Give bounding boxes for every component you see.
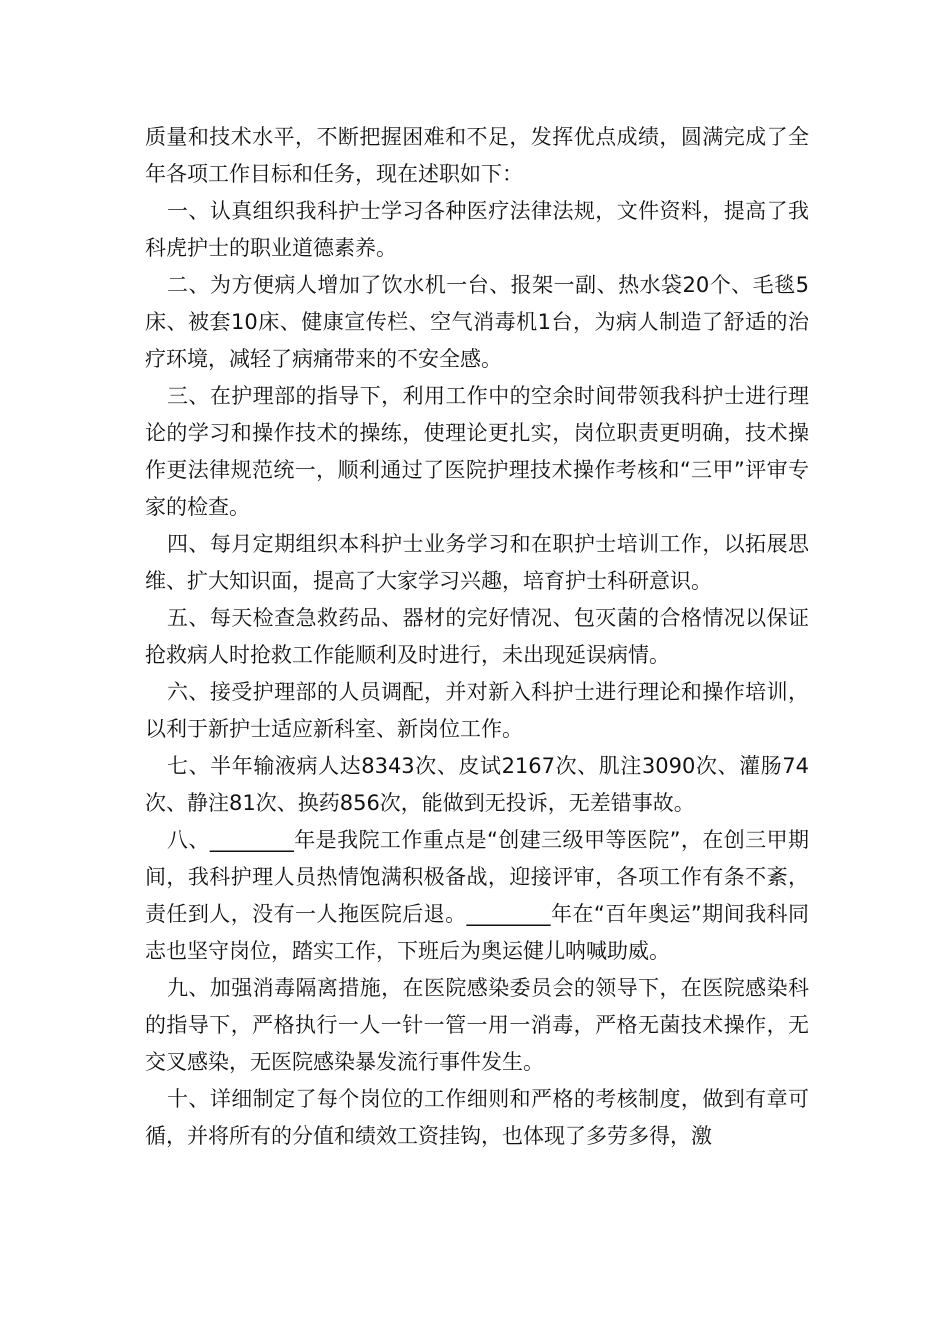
paragraph-item-9: 九、加强消毒隔离措施，在医院感染委员会的领导下，在医院感染科的指导下，严格执行一人一针一管一用一消毒，严格无菌技术操作，无交叉感染，无医院感染暴发流行事件发生。 <box>145 976 809 1074</box>
document-body <box>145 119 809 1155</box>
paragraph-item-6: 六、接受护理部的人员调配，并对新入科护士进行理论和操作培训，以利于新护士适应新科室、新岗位工作。 <box>145 680 809 741</box>
paragraph-item-3: 三、在护理部的指导下，利用工作中的空余时间带领我科护士进行理论的学习和操作技术的操练，使理论更扎实，岗位职责更明确，技术操作更法律规范统一，顺利通过了医院护理技术操作考核和“三甲”评审专家的检查。 <box>145 384 809 519</box>
paragraph-item-5: 五、每天检查急救药品、器材的完好情况、包灭菌的合格情况以保证抢救病人时抢救工作能顺利及时进行，未出现延误病情。 <box>145 606 809 667</box>
paragraph-item-10: 十、详细制定了每个岗位的工作细则和严格的考核制度，做到有章可循，并将所有的分值和绩效工资挂钩，也体现了多劳多得，激 <box>145 1087 809 1148</box>
paragraph-item-4: 四、每月定期组织本科护士业务学习和在职护士培训工作，以拓展思维、扩大知识面，提高了大家学习兴趣，培育护士科研意识。 <box>145 532 809 593</box>
paragraph-item-7: 七、半年输液病人达8343次、皮试2167次、肌注3090次、灌肠74次、静注81次、换药856次，能做到无投诉，无差错事故。 <box>145 754 809 815</box>
paragraph-item-1: 一、认真组织我科护士学习各种医疗法律法规，文件资料，提高了我科虎护士的职业道德素养。 <box>145 199 809 260</box>
paragraph-continuation: 质量和技术水平，不断把握困难和不足，发挥优点成绩，圆满完成了全年各项工作目标和任务，现在述职如下： <box>145 125 809 186</box>
paragraph-item-8: 八、________年是我院工作重点是“创建三级甲等医院”，在创三甲期间，我科护理人员热情饱满积极备战，迎接评审，各项工作有条不紊，责任到人，没有一人拖医院后退。________年在“百年奥运”期间我科同志也坚守岗位，踏实工作，下班后为奥运健儿呐喊助威。 <box>145 828 809 963</box>
paragraph-item-2: 二、为方便病人增加了饮水机一台、报架一副、热水袋20个、毛毯5床、被套10床、健康宣传栏、空气消毒机1台，为病人制造了舒适的治疗环境，减轻了病痛带来的不安全感。 <box>145 273 809 371</box>
